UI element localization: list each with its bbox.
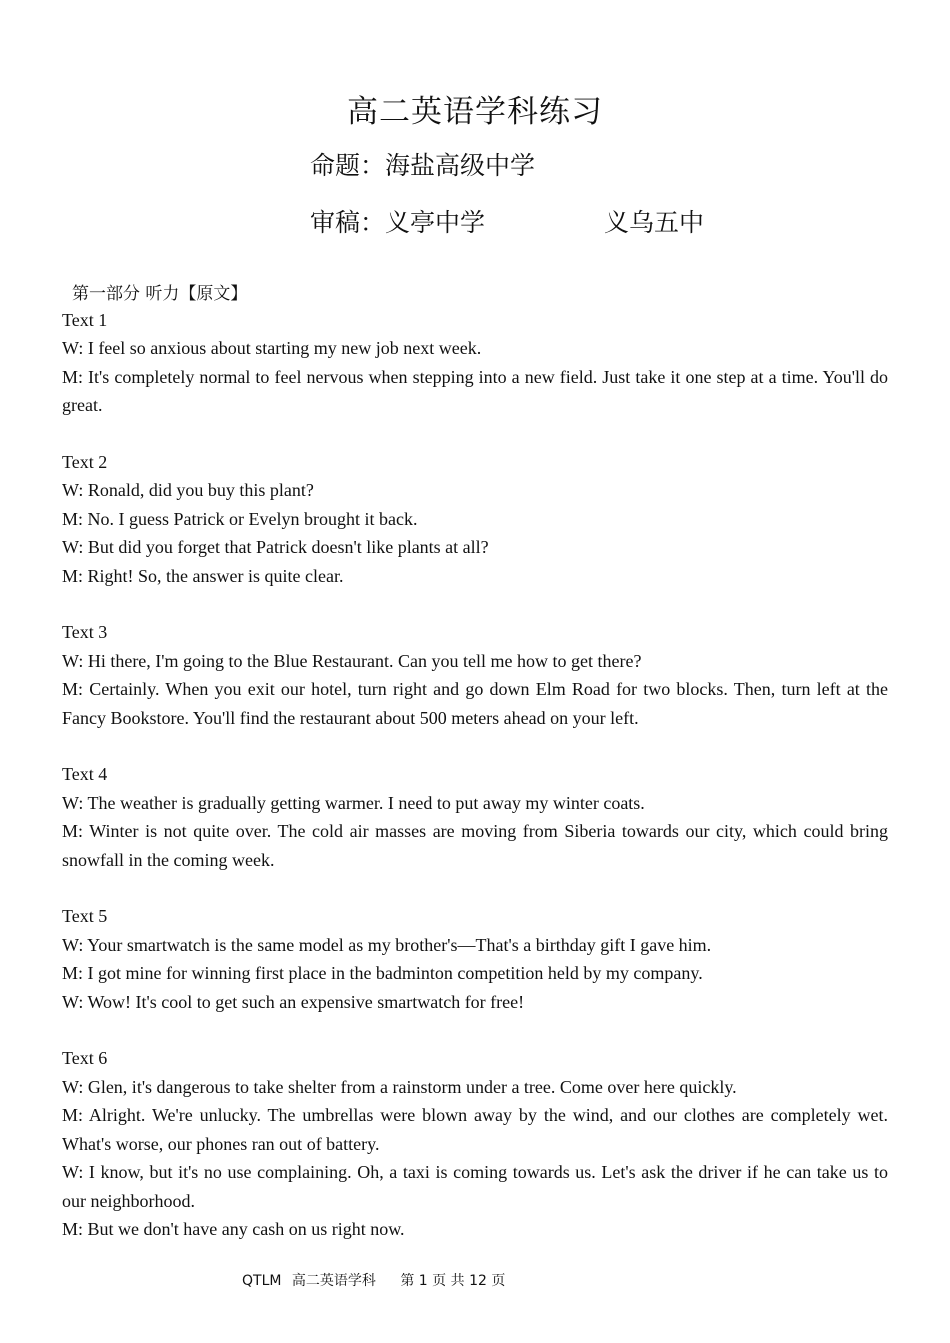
dialogue-heading: Text 2 [62, 452, 108, 473]
footer-subject: 高二英语学科 [291, 1273, 376, 1289]
dialogue-line: M: Right! So, the answer is quite clear. [62, 565, 344, 586]
dialogue-line: W: But did you forget that Patrick doesn't like plants at all? [62, 537, 489, 558]
dialogue-line: W: I know, but it's no use complaining. Oh, a taxi is coming towards us. Let's ask the driver if he can take us to our neighborhood. [62, 1162, 888, 1211]
dialogue-line: W: Wow! It's cool to get such an expensive smartwatch for free! [62, 991, 525, 1012]
dialogue-heading: Text 6 [62, 1048, 108, 1069]
dialogue-block [62, 902, 888, 1016]
reviewer-second: 义乌五中 [604, 208, 705, 237]
footer-code: QTLM [242, 1273, 282, 1289]
dialogue-line: W: Glen, it's dangerous to take shelter from a rainstorm under a tree. Come over here quickly. [62, 1076, 737, 1097]
reviewer-line [310, 203, 705, 239]
dialogue-line: W: Ronald, did you buy this plant? [62, 480, 314, 501]
dialogue-heading: Text 3 [62, 622, 108, 643]
page-footer [242, 1270, 511, 1290]
dialogue-line: M: It's completely normal to feel nervous when stepping into a new field. Just take it one step at a time. You'll do great. [62, 366, 888, 416]
section-title: 第一部分 听力【原文】 [72, 284, 248, 304]
dialogue-line: W: Hi there, I'm going to the Blue Restaurant. Can you tell me how to get there? [62, 650, 642, 671]
dialogue-block [62, 760, 888, 874]
dialogue-line: M: I got mine for winning first place in the badminton competition held by my company. [62, 963, 703, 984]
dialogue-line: M: No. I guess Patrick or Evelyn brought it back. [62, 508, 418, 529]
dialogue-line: M: But we don't have any cash on us right now. [62, 1218, 405, 1239]
dialogue-line: W: I feel so anxious about starting my new job next week. [62, 338, 482, 359]
footer-page-number: 第 1 页 共 12 页 [400, 1273, 506, 1289]
dialogue-line: W: The weather is gradually getting warmer. I need to put away my winter coats. [62, 792, 645, 813]
dialogue-block [62, 618, 888, 732]
document-title: 高二英语学科练习 [347, 94, 603, 130]
dialogue-line: M: Winter is not quite over. The cold air masses are moving from Siberia towards our city, which could bring snowfall in the coming week. [62, 821, 888, 870]
reviewer-first: 审稿：义亭中学 [310, 208, 486, 237]
dialogue-line: W: Your smartwatch is the same model as my brother's—That's a birthday gift I gave him. [62, 934, 712, 955]
dialogue-heading: Text 4 [62, 764, 108, 785]
transcript-content [62, 306, 888, 1272]
dialogue-block [62, 1044, 888, 1243]
dialogue-line: M: Certainly. When you exit our hotel, turn right and go down Elm Road for two blocks. Then, turn left at the Fancy Bookstore. You'll find the restaurant about 500 meters ahead on your left. [62, 679, 888, 728]
dialogue-block [62, 448, 888, 590]
dialogue-heading: Text 5 [62, 906, 108, 927]
dialogue-heading: Text 1 [62, 310, 108, 330]
author-line: 命题：海盐高级中学 [310, 151, 536, 180]
dialogue-line: M: Alright. We're unlucky. The umbrellas were blown away by the wind, and our clothes are completely wet. What's worse, our phones ran out of battery. [62, 1105, 888, 1154]
dialogue-block [62, 306, 888, 420]
